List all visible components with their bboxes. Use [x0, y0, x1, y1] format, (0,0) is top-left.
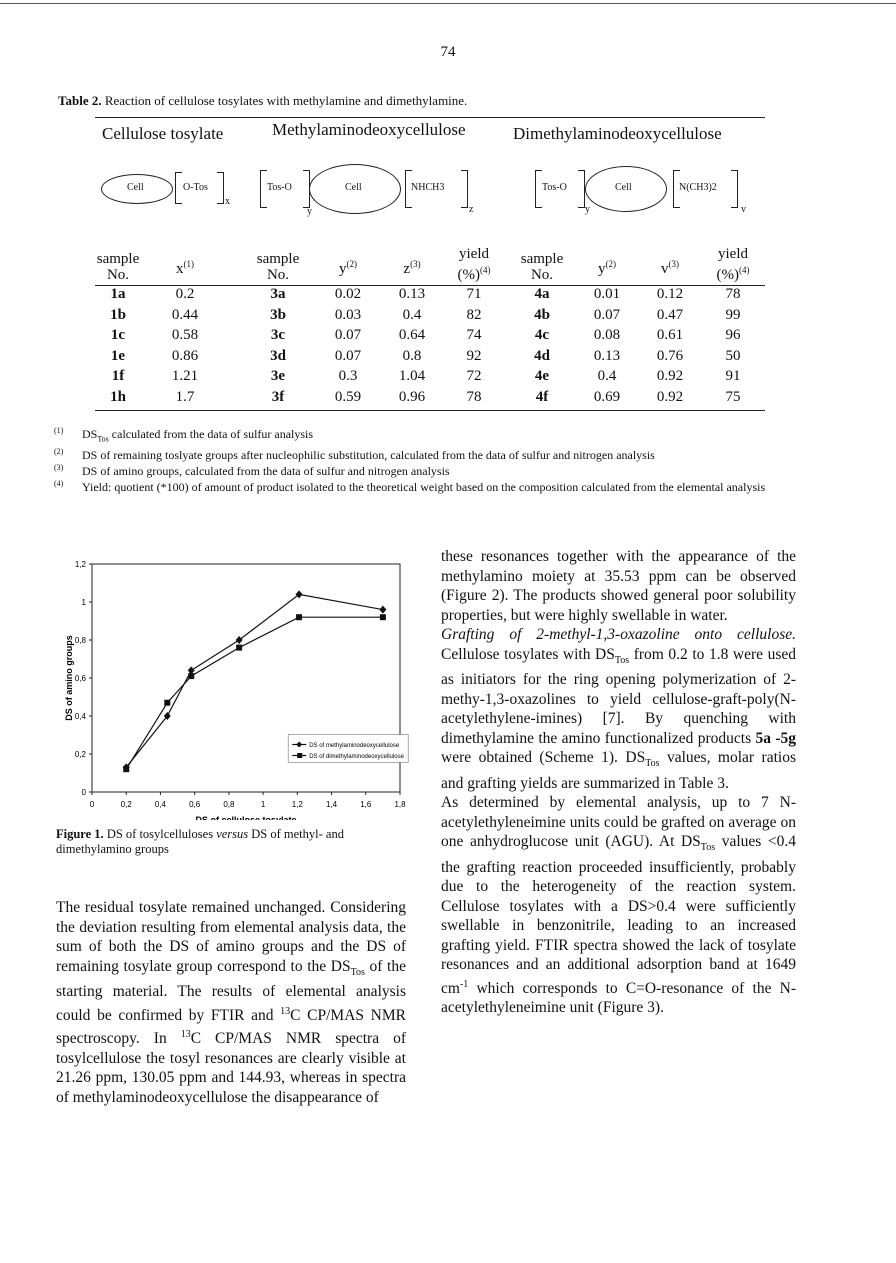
group-header-tosylate: Cellulose tosylate [102, 124, 224, 143]
point-square [380, 614, 386, 620]
column-header-8: $v^{(3)}$ [661, 259, 679, 277]
tos-o-2: Tos-O [267, 182, 292, 193]
left-paragraph [56, 898, 406, 1107]
table-cell-r5-c3: 0.59 [334, 388, 362, 405]
figure-caption-text1: DS of tosylcelluloses [103, 827, 217, 841]
footnote-text-2: DS of remaining toslyate groups after nucleophilic substitution, calculated from the data of sulfur and nitrogen analysis [82, 448, 655, 463]
sub-x: x [225, 196, 230, 207]
table-cell-r2-c6: 4c [534, 327, 550, 343]
group-header-dimethylamino: Dimethylaminodeoxycellulose [513, 124, 722, 143]
sub-y-2: y [307, 206, 312, 217]
column-header-0: sample No. [96, 251, 140, 283]
table-cell-r1-c3: 0.03 [334, 306, 362, 323]
table-cell-r3-c3: 0.07 [334, 347, 362, 364]
footnote-sub-1: Tos [97, 434, 109, 444]
nhch3-group: NHCH3 [411, 182, 445, 193]
nch32-group: N(CH3)2 [679, 182, 717, 193]
left-column-text [56, 898, 406, 1107]
nhch3-text: NHCH [411, 182, 440, 193]
table-cell-r3-c8: 0.76 [656, 347, 684, 364]
y-tick-label: 0,2 [74, 750, 86, 759]
right-bold-products: 5a -5g [755, 729, 796, 747]
table-cell-r1-c0: 1b [110, 306, 126, 323]
table-cell-r2-c9: 96 [725, 327, 741, 343]
x-tick-label: 1,8 [394, 800, 406, 809]
tos-group-1: O-Tos [183, 182, 208, 193]
footnote-text-4: Yield: quotient (*100) of amount of product isolated to the theoretical weight based on the composition calculated from the elemental analysis [82, 480, 766, 495]
table-cell-r1-c1: 0.44 [171, 306, 199, 323]
right-text-2d: values, molar ratios and grafting yields are summarized in Table 3. [441, 749, 796, 792]
sub-z: z [469, 204, 474, 215]
footnote-mark-1: (1) [54, 426, 64, 435]
table-cell-r2-c0: 1c [110, 327, 126, 343]
table-cell-r4-c3: 0.3 [338, 368, 358, 384]
column-header-1: $x^{(1)}$ [176, 259, 194, 277]
footnote-mark-2: (2) [54, 447, 64, 457]
column-header-6: sample No. [520, 251, 564, 283]
table-cell-r3-c7: 0.13 [593, 347, 621, 364]
page-number: 74 [440, 44, 456, 60]
table-cell-r4-c7: 0.4 [597, 368, 617, 384]
table-cell-r4-c1: 1.21 [171, 368, 199, 384]
right-text-3b: values <0.4 the grafting reaction proceeded insufficiently, probably due to the heterogeneity of the reaction system. Cellulose tosylates with a DS>0.4 were sufficiently swellable in benzonitrile, leading to an increased grafting yield. FTIR spectra showed the lack of tosylate resonances and an additional adsorption band at 1649 cm [441, 833, 796, 997]
bracket-close-4 [578, 170, 585, 208]
right-sub-tos-2: Tos [645, 758, 660, 770]
cell-label-1: Cell [127, 182, 144, 193]
footnote-1 [54, 426, 827, 447]
structure-formulas [95, 160, 775, 220]
footnote-mark-4: (4) [54, 479, 64, 489]
table-cell-r2-c2: 3c [270, 327, 286, 343]
table-cell-r1-c4: 0.4 [402, 306, 422, 323]
group-header-methylamino: Methylaminodeoxycellulose [272, 120, 466, 139]
table-cell-r0-c0: 1a [110, 286, 126, 302]
column-header-3: $y^{(2)}$ [339, 259, 357, 277]
table-cell-r3-c6: 4d [534, 347, 550, 364]
table-cell-r2-c8: 0.61 [656, 327, 684, 343]
table-cell-r5-c0: 1h [110, 388, 126, 405]
right-paragraph-1: these resonances together with the appearance of the methylamino moiety at 35.53 ppm can be observed (Figure 2). The products showed general poor solubility properties, but were highly swellable in water. [441, 548, 796, 624]
legend-label-1: DS of dimethylaminodeoxycellulose [309, 754, 404, 760]
table-cell-r5-c5: 78 [466, 388, 482, 405]
x-tick-label: 1 [260, 800, 266, 809]
sub-y-4: y [585, 204, 590, 215]
point-square [296, 614, 302, 620]
y-axis-label: DS of amino groups [64, 635, 74, 721]
table-cell-r5-c4: 0.96 [398, 388, 426, 405]
table-cell-r4-c6: 4e [534, 368, 550, 384]
x-tick-label: 0,4 [154, 800, 167, 809]
table-cell-r2-c4: 0.64 [398, 327, 426, 343]
table-cell-r4-c2: 3e [270, 368, 286, 384]
table-top-rule [95, 117, 765, 118]
footnote-text-3: DS of amino groups, calculated from the data of sulfur and nitrogen analysis [82, 464, 450, 479]
table-cell-r4-c5: 72 [466, 368, 482, 384]
legend-marker-square [297, 753, 302, 758]
table-cell-r1-c5: 82 [466, 306, 482, 323]
x-tick-label: 0,2 [120, 800, 132, 809]
right-text-2b: from 0.2 to 1.8 were used as initiators for the ring opening polymerization of 2-methy-1,3-oxazolines to yield cellulose-graft-poly(N-acetylethylene-imines) [7]. By quenching with dimethylamine the amino functionalized products [441, 645, 796, 747]
table-cell-r2-c7: 0.08 [593, 327, 621, 343]
nch32-text: N(CH [679, 182, 704, 193]
right-heading-grafting: Grafting of 2-methyl-1,3-oxazoline onto cellulose. [441, 626, 796, 643]
x-tick-label: 1,4 [325, 800, 338, 809]
table-cell-r2-c3: 0.07 [334, 327, 362, 343]
table-cell-r0-c4: 0.13 [398, 286, 426, 302]
table-cell-r4-c4: 1.04 [398, 368, 426, 384]
cell-label-3: Cell [615, 182, 632, 193]
right-paragraph-2 [441, 625, 796, 793]
table-cell-r2-c5: 74 [466, 327, 482, 343]
table-cell-r5-c1: 1.7 [175, 388, 195, 405]
tos-o-4: Tos-O [542, 182, 567, 193]
left-text-2: of the starting material. The results of elemental analysis could be confirmed by FTIR and [56, 957, 406, 1024]
table-cell-r3-c4: 0.8 [402, 347, 422, 364]
figure-caption-label: Figure 1. [56, 827, 104, 841]
table-cell-r0-c3: 0.02 [334, 286, 362, 302]
column-header-4: $z^{(3)}$ [403, 259, 421, 277]
table-cell-r1-c8: 0.47 [656, 306, 684, 323]
left-text-4: C CP/MAS NMR spectra of tosylcellulose the tosyl resonances are clearly visible at 21.26 ppm, 130.05 ppm and 144.93, whereas in spectra of methylaminodeoxycellulose the disappearance of [56, 1030, 406, 1106]
x-tick-label: 0,8 [223, 800, 235, 809]
table-cell-r5-c7: 0.69 [593, 388, 621, 405]
point-square [236, 645, 242, 651]
table-cell-r1-c9: 99 [725, 306, 741, 323]
column-header-9: yield (%)$^{(4)}$ [716, 246, 750, 283]
right-text-3a: As determined by elemental analysis, up to 7 N-acetylethyleneimine units could be grafted on average on one anhydroglucose unit (AGU). At DS [441, 794, 796, 851]
left-sup-13a: 13 [280, 1005, 291, 1017]
table-cell-r4-c0: 1f [111, 368, 125, 384]
y-tick-label: 1 [81, 598, 86, 607]
figure-caption [56, 827, 416, 857]
footnote-3 [54, 463, 827, 479]
figure-caption-italic: versus [216, 827, 249, 841]
x-tick-label: 1,6 [360, 800, 372, 809]
table-cell-r4-c9: 91 [725, 368, 741, 384]
table-cell-r5-c6: 4f [535, 388, 549, 405]
bracket-open-4 [535, 170, 542, 208]
figure-caption-text2: DS of methyl- and dimethylamino groups [56, 827, 344, 856]
cell-label-2: Cell [345, 182, 362, 193]
table-caption-label: Table 2. [58, 93, 102, 108]
right-sup-cm: -1 [459, 978, 469, 990]
x-tick-label: 1,2 [291, 800, 303, 809]
table-cell-r0-c5: 71 [466, 286, 482, 302]
table-cell-r3-c5: 92 [466, 347, 482, 364]
footnote-2 [54, 447, 827, 463]
table-cell-r0-c7: 0.01 [593, 286, 621, 302]
bracket-open-1 [175, 172, 182, 204]
y-tick-label: 0,8 [74, 636, 86, 645]
legend-label-0: DS of methylaminodeoxycellulose [309, 743, 400, 749]
table-cell-r5-c8: 0.92 [656, 388, 684, 405]
footnote-text-1a: DS [82, 427, 98, 441]
chart-svg [60, 550, 410, 820]
left-text-1: The residual tosylate remained unchanged. Considering the deviation resulting from elemental analysis data, the sum of both the DS of amino groups and the DS of remaining tosylate group correspond to the DS [56, 899, 406, 975]
bracket-close-5 [731, 170, 738, 208]
table-cell-r4-c8: 0.92 [656, 368, 684, 384]
table-caption [58, 93, 467, 109]
table-cell-r3-c9: 50 [725, 347, 741, 364]
table-cell-r3-c2: 3d [270, 347, 286, 364]
table-cell-r5-c9: 75 [725, 388, 741, 405]
right-sub-tos-1: Tos [614, 654, 630, 666]
table-cell-r0-c1: 0.2 [175, 286, 195, 302]
table-cell-r5-c2: 3f [271, 388, 285, 405]
table-cell-r0-c2: 3a [270, 286, 286, 302]
point-diamond [296, 590, 303, 598]
x-tick-label: 0 [89, 800, 95, 809]
column-header-7: $y^{(2)}$ [598, 259, 616, 277]
figure-1-chart [60, 550, 410, 820]
y-tick-label: 1,2 [74, 560, 86, 569]
table-cell-r2-c1: 0.58 [171, 327, 199, 343]
page-top-rule [0, 3, 896, 4]
table-cell-r1-c6: 4b [534, 306, 550, 323]
bracket-close-1 [217, 172, 224, 204]
y-tick-label: 0,4 [74, 712, 86, 721]
table-cell-r1-c7: 0.07 [593, 306, 621, 323]
table-cell-r3-c0: 1e [110, 347, 126, 364]
bracket-open-2 [260, 170, 267, 208]
table-footnotes [54, 426, 827, 495]
table-cell-r0-c8: 0.12 [656, 286, 684, 302]
point-square [188, 673, 194, 679]
footnote-4 [54, 479, 827, 495]
left-text-3: C CP/MAS NMR spectroscopy. In [56, 1006, 406, 1048]
x-axis-label: DS of cellulose tosylate [195, 815, 297, 820]
point-square [164, 700, 170, 706]
right-column-text [441, 547, 796, 1018]
left-sup-13b: 13 [180, 1029, 191, 1041]
table-cell-r0-c9: 78 [725, 286, 741, 302]
sub-v: v [741, 204, 746, 215]
right-text-2c: were obtained (Scheme 1). DS [441, 749, 646, 767]
y-tick-label: 0,6 [74, 674, 86, 683]
column-header-5: yield (%)$^{(4)}$ [457, 246, 491, 283]
right-text-3c: which corresponds to C=O-resonance of the N-acetylethyleneimine unit (Figure 3). [441, 979, 796, 1017]
table-bottom-rule [95, 410, 765, 411]
right-sub-tos-3: Tos [700, 842, 716, 854]
left-sub-tos: Tos [350, 966, 365, 978]
point-diamond [379, 606, 386, 614]
point-square [123, 766, 129, 772]
point-diamond [236, 636, 243, 644]
table-cell-r3-c1: 0.86 [171, 347, 199, 364]
bracket-close-3 [461, 170, 468, 208]
table-cell-r1-c2: 3b [270, 306, 286, 323]
right-paragraph-3 [441, 793, 796, 1018]
footnote-mark-3: (3) [54, 463, 64, 473]
x-tick-label: 0,6 [189, 800, 201, 809]
right-text-2a: Cellulose tosylates with DS [441, 645, 615, 663]
table-cell-r0-c6: 4a [534, 286, 550, 302]
column-header-2: sample No. [256, 251, 300, 283]
footnote-text-1b: calculated from the data of sulfur analysis [108, 427, 314, 441]
y-tick-label: 0 [81, 788, 86, 797]
table-caption-text: Reaction of cellulose tosylates with methylamine and dimethylamine. [101, 93, 468, 108]
